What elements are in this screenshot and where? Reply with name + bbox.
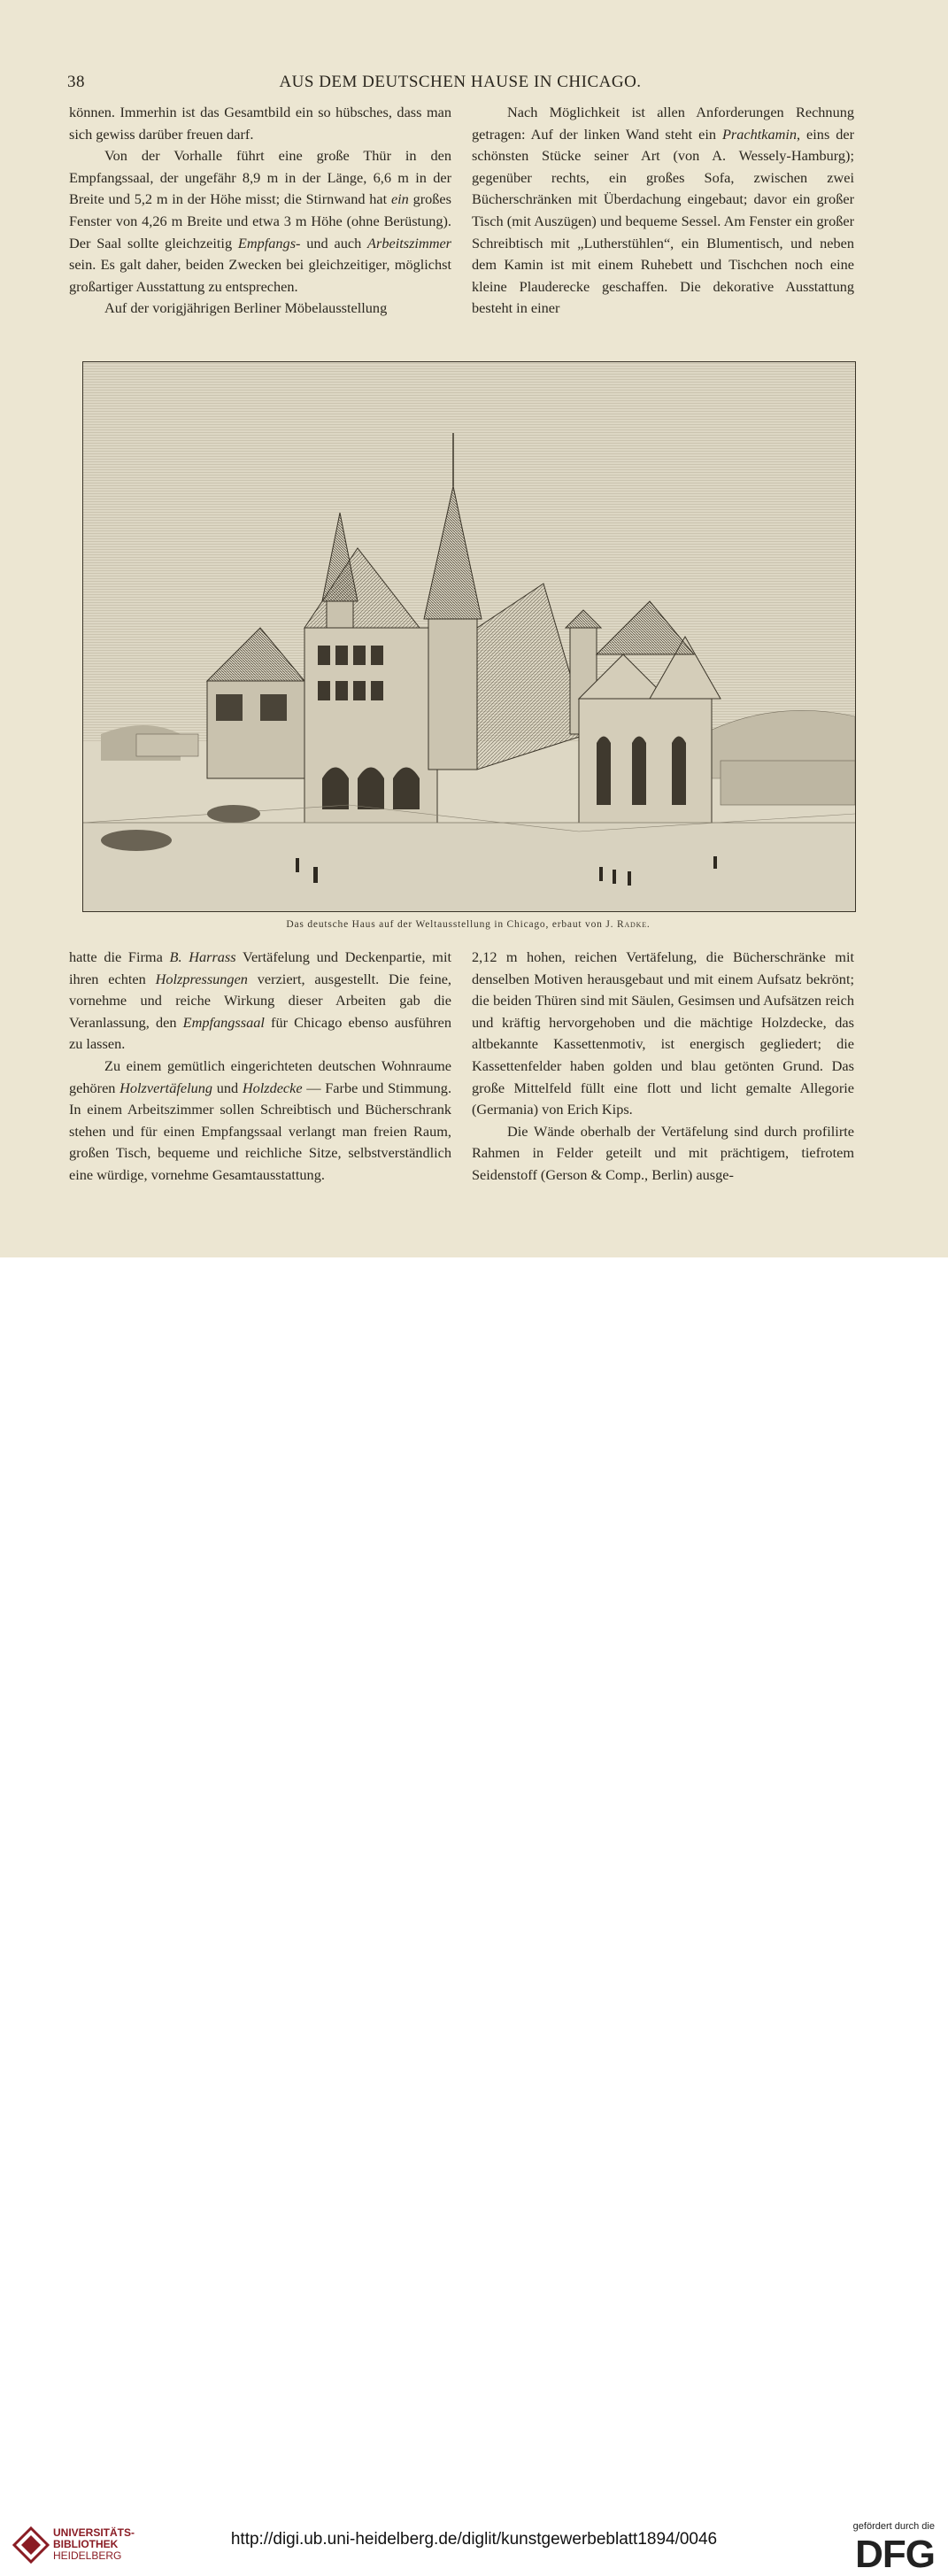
digitization-footer xyxy=(0,1257,948,2576)
paragraph: Die Wände oberhalb der Vertäfelung sind durch profilirte Rahmen in Felder geteilt und mit prächtigem, tiefrotem Seidenstoff (Gerson & Comp., Berlin) ausge- xyxy=(472,1122,854,1183)
german-house-engraving xyxy=(83,362,855,911)
text-column-top-right xyxy=(472,102,854,320)
paragraph: Nach Möglichkeit ist allen Anforderungen Rechnung getragen: Auf der linken Wand steht ein Prachtkamin, eins der schönsten Stücke seiner Art (von A. Wessely-Hamburg); gegenüber rechts, ein großes Sofa, zwischen zwei Bücherschränken mit Überdachung eingebaut; davor ein großer Tisch (mit Auszügen) und bequeme Sessel. Am Fenster ein großer Schreibtisch mit „Lutherstühlen“, ein Blumentisch, und neben dem Kamin ist mit einem Ruhebett und Tischchen noch eine kleine Plauderecke geschaffen. Die dekorative Ausstattung besteht in einer xyxy=(472,104,854,317)
building-illustration xyxy=(82,361,856,912)
library-name: UNIVERSITÄTS- BIBLIOTHEK HEIDELBERG xyxy=(53,2526,135,2562)
paragraph: Zu einem gemütlich eingerichteten deutschen Wohnraume gehören Holzvertäfelung und Holzdecke — Farbe und Stimmung. In einem Arbeitszimmer sollen Schreibtisch und Bücherschrank stehen und für einen Empfangssaal verlangt man freien Raum, großen Tisch, bequeme und reichliche Sitze, selbstverständlich eine würdige, vornehme Gesamtausstattung. xyxy=(69,1056,452,1183)
permalink-url[interactable]: http://digi.ub.uni-heidelberg.de/diglit/kunstgewerbeblatt1894/0046 xyxy=(230,2530,718,2549)
paragraph: Auf der vorigjährigen Berliner Möbelausstellung xyxy=(104,299,388,317)
funding-label: gefördert durch die xyxy=(852,2521,935,2532)
text-column-bottom-right xyxy=(472,947,854,1187)
paragraph: Von der Vorhalle führt eine große Thür in den Empfangssaal, der ungefähr 8,9 m in der Länge, 6,6 m in der Breite und 5,2 m in der Höhe misst; die Stirnwand hat ein großes Fenster von 4,26 m Breite und etwa 3 m Höhe (ohne Berüstung). Der Saal sollte gleichzeitig Empfangs- und auch Arbeitszimmer sein. Es galt daher, beiden Zwecken bei gleichzeitiger, möglichst großartiger Ausstattung zu entsprechen. xyxy=(69,147,452,295)
dfg-logo: DFG xyxy=(855,2533,935,2576)
paragraph: 2,12 m hohen, reichen Vertäfelung, die Bücherschränke mit denselben Motiven herausgebaut und mit einem Aufsatz bekrönt; die beiden Thüren sind mit Säulen, Gesimsen und Aufsätzen reich und kräftig hervorgehoben und die mächtige Holzdecke, das altbekannte Kassettenmotiv, ist energisch gegliedert; die Kassettenfelder haben golden und blau getönten Grund. Das große Mittelfeld füllt eine flott und licht gemalte Allegorie (Germania) von Erich Kips. xyxy=(472,948,854,1118)
running-title: AUS DEM DEUTSCHEN HAUSE IN CHICAGO. xyxy=(279,73,642,91)
figure-caption: Das deutsche Haus auf der Weltausstellung in Chicago, erbaut von J. Radke. xyxy=(286,919,651,930)
paragraph: hatte die Firma B. Harrass Vertäfelung und Deckenpartie, mit ihren echten Holzpressungen verziert, ausgestellt. Die feine, vornehme und reiche Wirkung dieser Arbeiten gab die Veranlassung, den Empfangssaal für Chicago ebenso ausführen zu lassen. xyxy=(69,948,452,1053)
running-header xyxy=(62,73,859,92)
text-column-bottom-left xyxy=(69,947,451,1187)
scanned-page xyxy=(0,0,948,1257)
page-number: 38 xyxy=(67,73,85,91)
text-column-top-left xyxy=(69,102,451,320)
paragraph: können. Immerhin ist das Gesamtbild ein so hübsches, dass man sich gewiss darüber freuen darf. xyxy=(69,104,451,143)
